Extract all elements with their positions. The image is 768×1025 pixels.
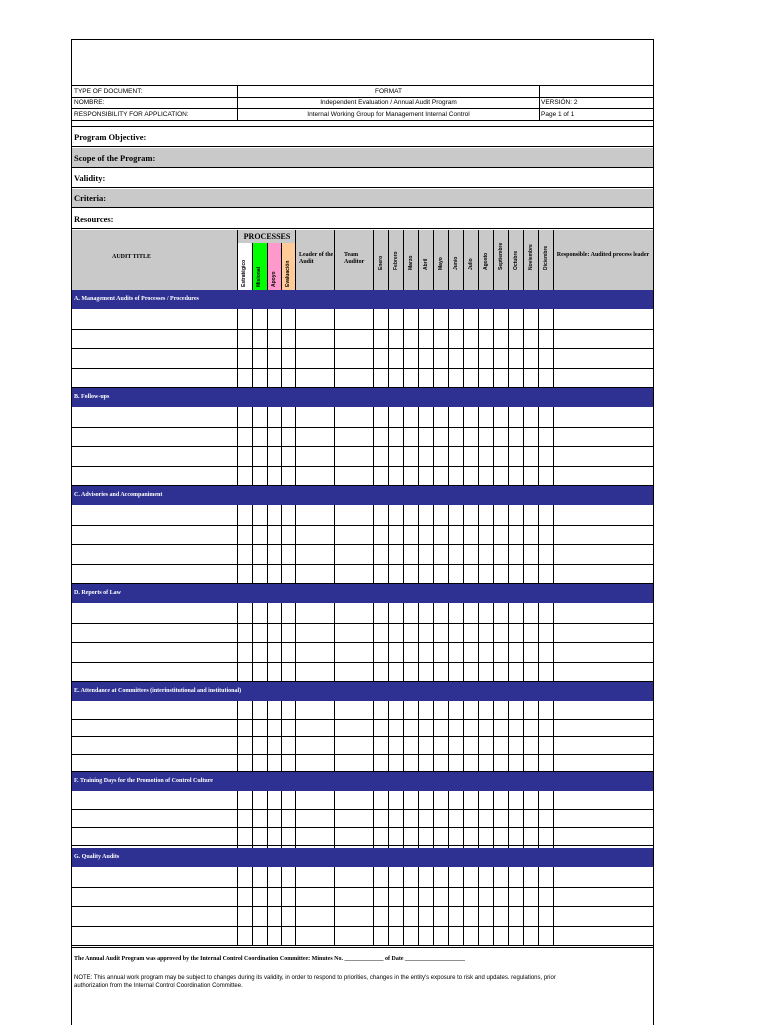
grid-line: [553, 867, 554, 945]
grid-line: [553, 230, 554, 290]
grid-line: [538, 701, 539, 771]
column-header-row: [72, 230, 653, 291]
grid-line: [448, 505, 449, 583]
table-row[interactable]: [72, 827, 653, 845]
process-type-label: Evaluación: [285, 260, 291, 287]
table-row[interactable]: [72, 701, 653, 719]
table-row[interactable]: [72, 754, 653, 772]
header-row-responsibility: [72, 109, 653, 121]
grid-line: [478, 603, 479, 681]
grid-line: [281, 243, 282, 290]
grid-line: [418, 867, 419, 945]
grid-line: [373, 867, 374, 945]
processes-header: PROCESSES: [237, 230, 296, 244]
grid-line: [237, 309, 238, 387]
grid-line: [463, 505, 464, 583]
table-row[interactable]: [72, 642, 653, 662]
grid-line: [508, 603, 509, 681]
program-objective-field: Program Objective:: [72, 127, 653, 147]
month-label: Junio: [453, 256, 459, 270]
grid-line: [523, 867, 524, 945]
grid-line: [237, 701, 238, 771]
grid-line: [267, 243, 268, 290]
grid-line: [373, 701, 374, 771]
grid-line: [493, 407, 494, 485]
grid-line: [237, 867, 238, 945]
table-row[interactable]: [72, 603, 653, 623]
grid-line: [388, 603, 389, 681]
process-type-label: Apoyo: [271, 271, 277, 287]
grid-line: [493, 309, 494, 387]
grid-line: [433, 505, 434, 583]
month-label: Abril: [423, 258, 429, 270]
section-header: C. Advisories and Accompaniment: [72, 486, 653, 505]
table-row[interactable]: [72, 309, 653, 329]
grid-line: [403, 603, 404, 681]
grid-line: [538, 407, 539, 485]
section-header: A. Management Audits of Processes / Procedures: [72, 290, 653, 309]
grid-line: [267, 505, 268, 583]
table-row[interactable]: [72, 505, 653, 525]
grid-line: [252, 243, 253, 290]
grid-line: [433, 701, 434, 771]
grid-line: [237, 505, 238, 583]
table-row[interactable]: [72, 407, 653, 427]
table-row[interactable]: [72, 736, 653, 754]
grid-line: [295, 505, 296, 583]
process-type-header: [267, 243, 281, 290]
grid-line: [295, 603, 296, 681]
version-label: VERSIÓN: 2: [541, 99, 578, 106]
grid-line: [281, 701, 282, 771]
grid-line: [553, 309, 554, 387]
month-label: Agosto: [483, 252, 489, 270]
table-row[interactable]: [72, 329, 653, 349]
grid-line: [433, 309, 434, 387]
grid-line: [553, 603, 554, 681]
table-row[interactable]: [72, 368, 653, 388]
grid-line: [267, 309, 268, 387]
grid-line: [508, 407, 509, 485]
header-value: FORMAT: [237, 86, 540, 97]
table-row[interactable]: [72, 809, 653, 827]
grid-line: [418, 505, 419, 583]
grid-line: [508, 230, 509, 290]
grid-line: [418, 309, 419, 387]
grid-line: [281, 309, 282, 387]
month-label: Enero: [378, 255, 384, 270]
grid-line: [493, 867, 494, 945]
grid-line: [538, 603, 539, 681]
grid-line: [267, 701, 268, 771]
grid-line: [267, 867, 268, 945]
grid-line: [433, 407, 434, 485]
team-auditor-header: Team Auditor: [344, 252, 365, 265]
grid-line: [237, 603, 238, 681]
grid-line: [403, 230, 404, 290]
header-label: TYPE OF DOCUMENT:: [74, 88, 143, 95]
month-label: Marzo: [408, 255, 414, 270]
grid-line: [463, 407, 464, 485]
grid-line: [267, 407, 268, 485]
grid-line: [553, 505, 554, 583]
grid-line: [553, 701, 554, 771]
grid-line: [523, 407, 524, 485]
header-value: Independent Evaluation / Annual Audit Program: [237, 97, 540, 108]
grid-line: [252, 309, 253, 387]
resources-field: Resources:: [72, 209, 653, 229]
grid-line: [334, 505, 335, 583]
table-row[interactable]: [72, 525, 653, 545]
grid-line: [295, 407, 296, 485]
responsible-header: Responsible: Audited process leader: [556, 252, 650, 258]
table-row[interactable]: [72, 719, 653, 737]
page-number-label: Page 1 of 1: [541, 111, 575, 118]
month-label: Septiembre: [498, 242, 504, 270]
table-row[interactable]: [72, 867, 653, 887]
grid-line: [403, 505, 404, 583]
grid-line: [334, 309, 335, 387]
grid-line: [373, 505, 374, 583]
grid-line: [433, 230, 434, 290]
grid-line: [295, 867, 296, 945]
grid-line: [463, 867, 464, 945]
grid-line: [463, 701, 464, 771]
section-header: G. Quality Audits: [72, 848, 653, 867]
grid-line: [334, 701, 335, 771]
grid-line: [538, 505, 539, 583]
grid-line: [388, 309, 389, 387]
process-type-header: [252, 243, 267, 290]
grid-line: [388, 407, 389, 485]
grid-line: [237, 407, 238, 485]
grid-line: [418, 701, 419, 771]
grid-line: [281, 505, 282, 583]
grid-line: [267, 603, 268, 681]
grid-line: [334, 867, 335, 945]
grid-line: [508, 867, 509, 945]
approval-statement: The Annual Audit Program was approved by the Internal Control Coordination Committee: Minutes No. _____________ of Date ____________________: [74, 956, 466, 962]
table-row[interactable]: [72, 906, 653, 926]
table-row[interactable]: [72, 466, 653, 486]
grid-line: [538, 867, 539, 945]
criteria-field: Criteria:: [72, 189, 653, 208]
grid-line: [478, 309, 479, 387]
grid-line: [553, 407, 554, 485]
header-label: RESPONSIBILITY FOR APPLICATION:: [74, 111, 189, 118]
grid-line: [403, 407, 404, 485]
section-header: F. Training Days for the Promotion of Control Culture: [72, 772, 653, 791]
grid-line: [478, 407, 479, 485]
table-row[interactable]: [72, 446, 653, 466]
header-value: Internal Working Group for Management Internal Control: [237, 109, 540, 120]
grid-line: [433, 867, 434, 945]
grid-line: [295, 230, 296, 290]
table-row[interactable]: [72, 544, 653, 564]
grid-line: [478, 701, 479, 771]
table-row[interactable]: [72, 662, 653, 682]
grid-line: [448, 407, 449, 485]
grid-line: [373, 230, 374, 290]
grid-line: [493, 701, 494, 771]
process-type-header: [281, 243, 295, 290]
grid-line: [463, 309, 464, 387]
audit-title-header: AUDIT TITLE: [112, 254, 151, 260]
grid-line: [295, 701, 296, 771]
process-type-label: Misional: [256, 266, 262, 287]
grid-line: [281, 603, 282, 681]
table-row[interactable]: [72, 887, 653, 907]
section-header: B. Follow-ups: [72, 388, 653, 407]
month-label: Octubre: [513, 250, 519, 270]
leader-header: Leader of the Audit: [299, 252, 334, 265]
grid-line: [403, 309, 404, 387]
month-label: Mayo: [438, 257, 444, 270]
grid-line: [463, 603, 464, 681]
grid-line: [252, 407, 253, 485]
grid-line: [334, 603, 335, 681]
grid-line: [523, 505, 524, 583]
month-label: Febrero: [393, 251, 399, 270]
footer-divider: [72, 947, 653, 948]
grid-line: [418, 603, 419, 681]
section-header: E. Attendance at Committees (interinstitutional and institutional): [72, 682, 653, 701]
process-type-label: Estratégico: [241, 259, 247, 287]
header-label: NOMBRE:: [74, 99, 105, 106]
validity-field: Validity:: [72, 169, 653, 188]
grid-line: [448, 603, 449, 681]
grid-line: [433, 603, 434, 681]
grid-line: [523, 701, 524, 771]
section-header: D. Reports of Law: [72, 584, 653, 603]
table-row[interactable]: [72, 623, 653, 643]
table-row[interactable]: [72, 348, 653, 368]
grid-line: [508, 309, 509, 387]
table-row[interactable]: [72, 564, 653, 584]
table-row[interactable]: [72, 926, 653, 946]
grid-line: [448, 309, 449, 387]
grid-line: [478, 230, 479, 290]
grid-line: [403, 867, 404, 945]
audit-program-sheet: [71, 39, 654, 1025]
grid-line: [448, 701, 449, 771]
grid-line: [388, 230, 389, 290]
header-row-name: [72, 97, 653, 109]
grid-line: [493, 505, 494, 583]
grid-line: [493, 603, 494, 681]
grid-line: [252, 867, 253, 945]
grid-line: [334, 230, 335, 290]
grid-line: [252, 505, 253, 583]
grid-line: [523, 230, 524, 290]
grid-line: [281, 867, 282, 945]
grid-line: [538, 230, 539, 290]
grid-line: [373, 309, 374, 387]
footer-note: NOTE: This annual work program may be subject to changes during its validity, in order to respond to priorities, changes in the entity's exposure to risk and updates. regulations, prior authorization from the Internal Control Coordination Committee.: [74, 975, 556, 989]
table-row[interactable]: [72, 427, 653, 447]
grid-line: [418, 230, 419, 290]
grid-line: [373, 407, 374, 485]
grid-line: [448, 230, 449, 290]
grid-line: [388, 505, 389, 583]
grid-line: [373, 603, 374, 681]
grid-line: [418, 407, 419, 485]
grid-line: [237, 230, 238, 290]
row-line: [72, 945, 653, 946]
grid-line: [295, 309, 296, 387]
grid-line: [388, 701, 389, 771]
grid-line: [463, 230, 464, 290]
grid-line: [403, 701, 404, 771]
grid-line: [478, 867, 479, 945]
table-row[interactable]: [72, 791, 653, 809]
grid-line: [478, 505, 479, 583]
grid-line: [508, 701, 509, 771]
grid-line: [493, 230, 494, 290]
month-label: Diciembre: [543, 245, 549, 270]
grid-line: [508, 505, 509, 583]
grid-line: [252, 701, 253, 771]
grid-line: [448, 867, 449, 945]
month-label: Noviembre: [528, 244, 534, 270]
grid-line: [538, 309, 539, 387]
grid-line: [281, 407, 282, 485]
grid-line: [523, 603, 524, 681]
scope-field: Scope of the Program:: [72, 148, 653, 168]
process-type-header: [237, 243, 252, 290]
grid-line: [388, 867, 389, 945]
grid-line: [523, 309, 524, 387]
month-label: Julio: [468, 258, 474, 270]
grid-line: [252, 603, 253, 681]
grid-line: [334, 407, 335, 485]
